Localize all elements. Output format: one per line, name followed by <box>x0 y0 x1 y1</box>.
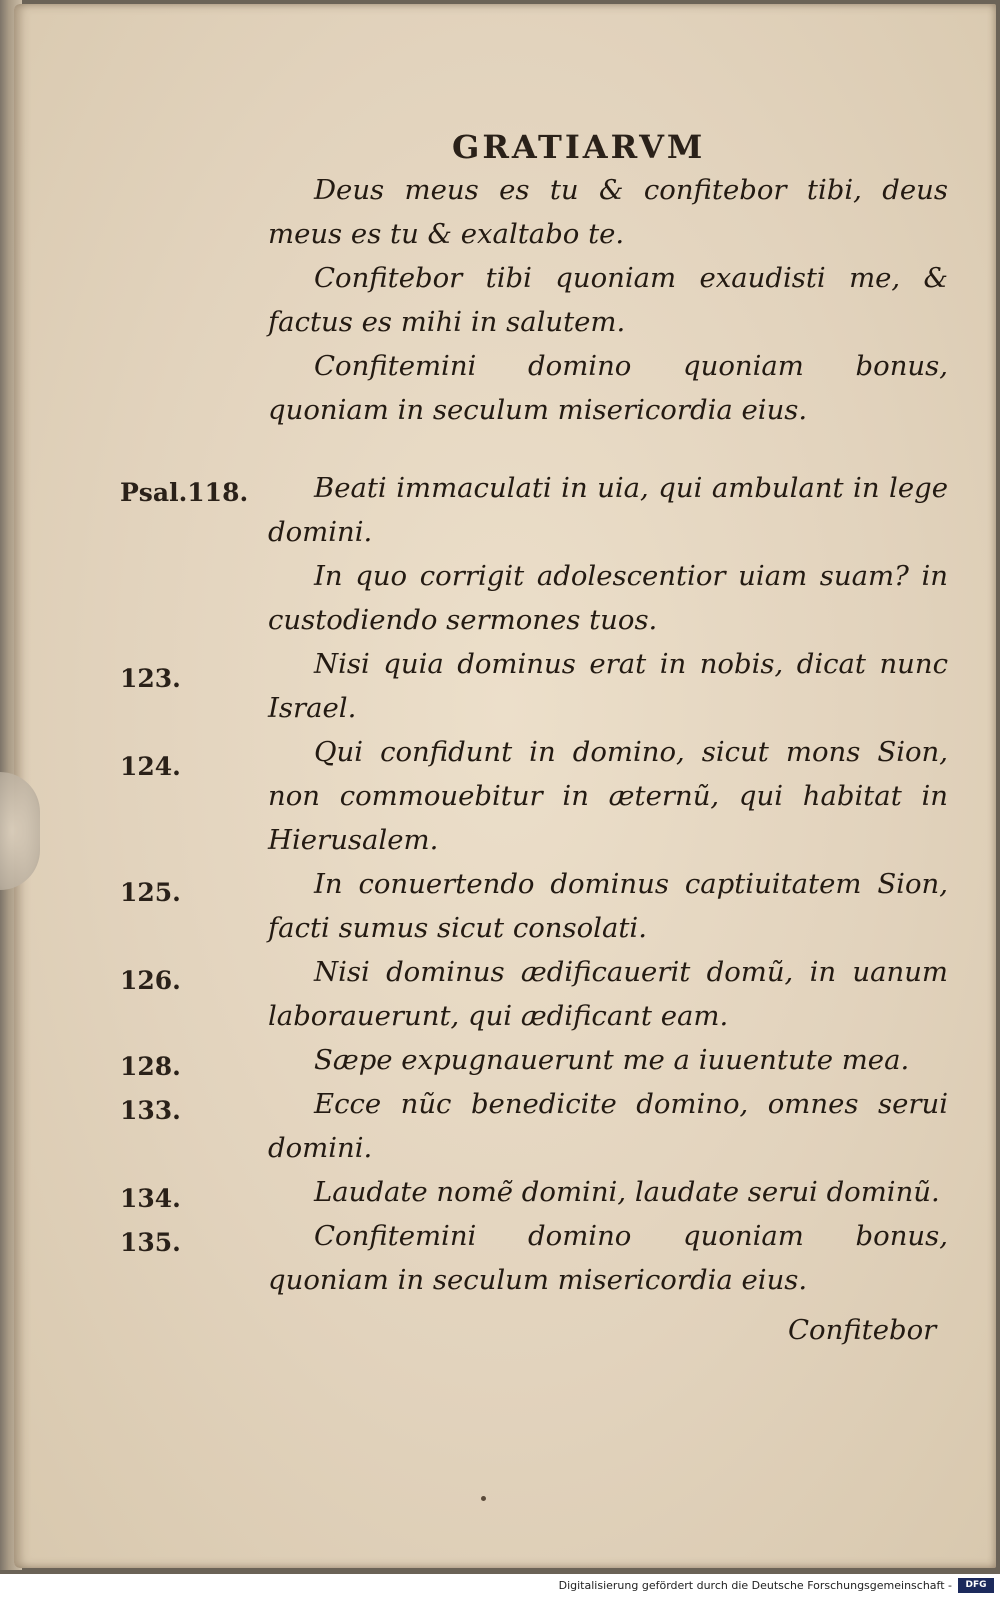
paragraph: In conuertendo dominus captiuitatem Sion, facti sumus sicut consolati. <box>268 868 948 944</box>
psalm-sidenote: 134. <box>120 1184 181 1213</box>
running-head: GRATIARVM <box>452 128 706 166</box>
paragraph: In quo corrigit adolescentior uiam suam? in custodiendo sermones tuos. <box>268 560 948 636</box>
funding-notice: Digitalisierung gefördert durch die Deutsche Forschungsgemeinschaft - <box>558 1579 952 1592</box>
paragraph: Nisi dominus ædificauerit domũ, in uanum laborauerunt, qui ædificant eam. <box>268 956 948 1032</box>
dfg-logo: DFG <box>958 1578 994 1593</box>
paragraph: Confitemini domino quoniam bonus, quoniam in seculum misericordia eius. <box>268 350 948 426</box>
text-block <box>268 168 948 1302</box>
psalm-sidenote: Psal.118. <box>120 478 249 507</box>
paragraph: Confitebor tibi quoniam exaudisti me, & factus es mihi in salutem. <box>268 262 948 338</box>
paragraph: Deus meus es tu & confitebor tibi, deus meus es tu & exaltabo te. <box>268 174 948 250</box>
paragraph: Confitemini domino quoniam bonus, quoniam in seculum misericordia eius. <box>268 1220 948 1296</box>
paragraph: Qui confidunt in domino, sicut mons Sion, non commouebitur in æternũ, qui habitat in Hierusalem. <box>268 736 948 856</box>
paragraph: Ecce nũc benedicite domino, omnes serui domini. <box>268 1088 948 1164</box>
psalm-sidenote: 133. <box>120 1096 181 1125</box>
psalm-sidenote: 123. <box>120 664 181 693</box>
psalm-sidenote: 126. <box>120 966 181 995</box>
paragraph: Sæpe expugnauerunt me a iuuentute mea. <box>314 1044 910 1076</box>
paragraph: Beati immaculati in uia, qui ambulant in lege domini. <box>268 472 948 548</box>
psalm-sidenote: 124. <box>120 752 181 781</box>
ink-spot <box>481 1496 486 1501</box>
catchword: Confitebor <box>788 1314 937 1346</box>
footer-bar <box>0 1574 1000 1598</box>
paragraph: Nisi quia dominus erat in nobis, dicat nunc Israel. <box>268 648 948 724</box>
psalm-sidenote: 128. <box>120 1052 181 1081</box>
psalm-sidenote: 125. <box>120 878 181 907</box>
paragraph: Laudate nomẽ domini, laudate serui dominũ. <box>314 1176 940 1208</box>
psalm-sidenote: 135. <box>120 1228 181 1257</box>
